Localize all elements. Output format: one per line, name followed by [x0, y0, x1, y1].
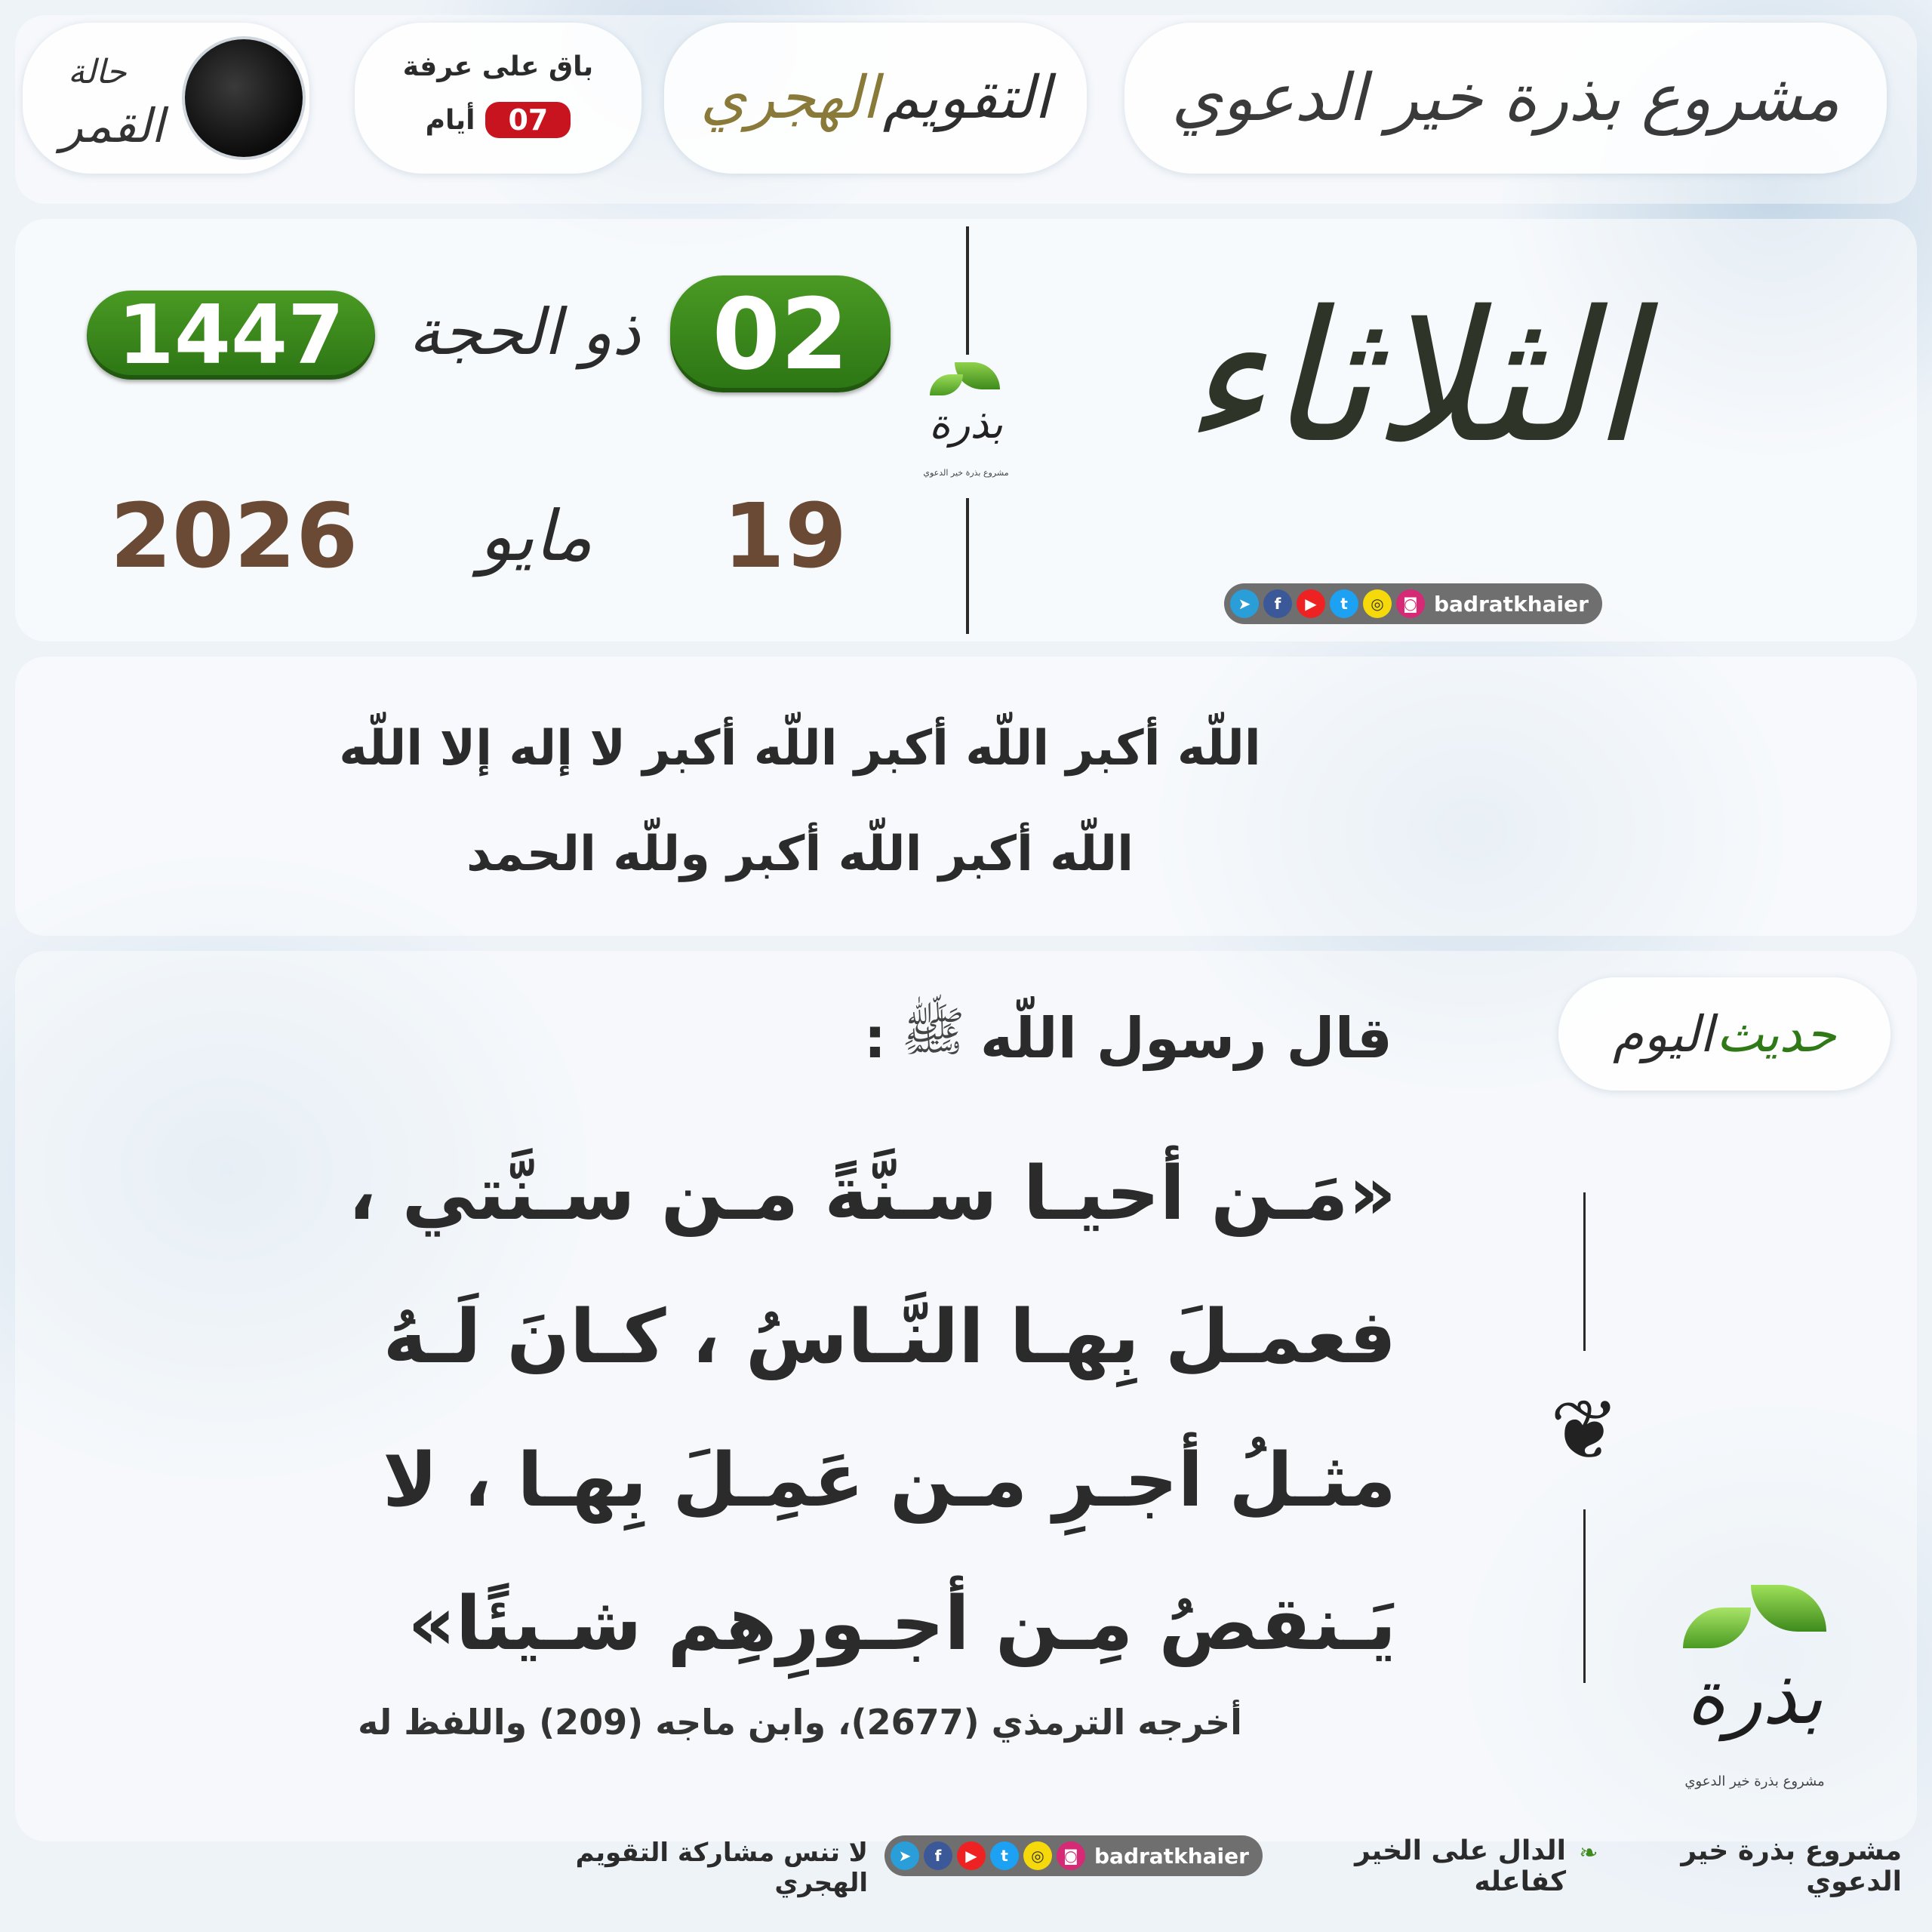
youtube-icon[interactable]: ▶: [957, 1841, 986, 1870]
logo-large-caption: مشروع بذرة خير الدعوي: [1684, 1774, 1825, 1789]
logo-large-name: بذرة: [1686, 1653, 1823, 1741]
hijri-year-badge: [87, 288, 375, 383]
twitter-icon[interactable]: t: [1330, 589, 1358, 618]
calendar-title-pill: [664, 23, 1087, 174]
hadith-label-word1: حديث: [1716, 1004, 1836, 1063]
hijri-day-badge: [670, 275, 891, 392]
takbeer-line-2: اللّه أكبر اللّه أكبر وللّه الحمد: [466, 826, 1134, 882]
arafah-countdown-pill: [355, 23, 641, 174]
date-divider-bottom: [966, 498, 969, 634]
leaf-icon: [930, 374, 963, 395]
project-name: مشروع بذرة خير الدعوي: [1171, 60, 1840, 136]
greg-month: مايو: [478, 495, 593, 577]
project-name-pill: [1124, 23, 1887, 174]
salawat-icon: ﷺ: [901, 1001, 965, 1063]
weekday: الثلاثاء: [1181, 272, 1641, 483]
greg-year: 2026: [109, 484, 358, 588]
footer-project: مشروع بذرة خير الدعوي: [1681, 1835, 1902, 1897]
instagram-icon[interactable]: ◙: [1057, 1841, 1085, 1870]
hadith-line-2: فعمـلَ بِهـا النَّـاسُ ، كـانَ لَـهُ: [383, 1294, 1396, 1380]
date-divider-top: [966, 226, 969, 355]
logo-small-name: بذرة: [929, 400, 1003, 448]
hadith-intro-row: [755, 1000, 1392, 1076]
telegram-icon[interactable]: ➤: [891, 1841, 919, 1870]
hijri-month: ذو الحجة: [408, 295, 641, 369]
logo-small: [913, 355, 1019, 498]
facebook-icon[interactable]: f: [924, 1841, 952, 1870]
moon-state-pill: [23, 23, 309, 174]
twitter-icon[interactable]: t: [990, 1841, 1019, 1870]
instagram-icon[interactable]: ◙: [1396, 589, 1425, 618]
footer-motto: الدال على الخير كفاعله: [1355, 1835, 1566, 1897]
calendar-title-word1: التقويم: [882, 64, 1051, 132]
social-handle-top[interactable]: badratkhaier: [1434, 591, 1589, 617]
facebook-icon[interactable]: f: [1263, 589, 1292, 618]
snapchat-icon[interactable]: ◎: [1023, 1841, 1052, 1870]
hijri-year: 1447: [117, 288, 345, 383]
leaf-icon: [1683, 1607, 1751, 1648]
moon-icon: [185, 39, 303, 157]
hadith-intro: قال رسول اللّه: [980, 1005, 1392, 1071]
footer-logo-icon: ❧: [1579, 1839, 1598, 1866]
moon-label-1: حالة: [68, 53, 127, 91]
leaf-icon: [1751, 1585, 1826, 1632]
calendar-title-word2: الهجري: [700, 64, 878, 132]
arafah-label: باق على عرفة: [402, 51, 594, 82]
social-handle-bottom[interactable]: badratkhaier: [1094, 1843, 1249, 1869]
social-bar-top: [1224, 583, 1602, 624]
logo-small-caption: مشروع بذرة خير الدعوي: [923, 468, 1009, 478]
hadith-line-3: مثـلُ أجـرِ مـن عَمِـلَ بِهـا ، لا: [382, 1438, 1396, 1524]
ornament-line-bottom: [1583, 1509, 1586, 1683]
hadith-section-label-pill: [1558, 977, 1890, 1091]
arafah-days-row: [355, 102, 641, 138]
hadith-label-word2: اليوم: [1613, 1004, 1714, 1063]
days-word: أيام: [425, 104, 475, 136]
footer-share-note: لا تنس مشاركة التقويم الهجري: [575, 1838, 868, 1898]
arafah-days: 07: [485, 102, 571, 138]
ornament-line-top: [1583, 1192, 1586, 1351]
youtube-icon[interactable]: ▶: [1297, 589, 1325, 618]
logo-large: [1668, 1577, 1841, 1804]
social-bar-bottom: [884, 1835, 1263, 1876]
snapchat-icon[interactable]: ◎: [1363, 589, 1392, 618]
hadith-line-1: «مَـن أحيـا سـنَّةً مـن سـنَّتي ،: [348, 1151, 1396, 1237]
hadith-source: أخرجه الترمذي (2677)، وابن ماجه (209) واللفظ له: [358, 1702, 1242, 1743]
hadith-line-4: يَـنقصُ مِـن أجـورِهِم شـيئًا»: [408, 1581, 1396, 1667]
telegram-icon[interactable]: ➤: [1230, 589, 1259, 618]
hijri-day: 02: [712, 276, 849, 392]
takbeer-panel: [15, 657, 1917, 936]
moon-label-2: القمر: [60, 98, 165, 153]
ornament-icon: ❦: [1549, 1382, 1620, 1478]
takbeer-line-1: اللّه أكبر اللّه أكبر اللّه أكبر لا إله إلا اللّه: [339, 721, 1261, 777]
greg-day: 19: [722, 484, 848, 588]
hadith-colon: :: [863, 1005, 887, 1071]
